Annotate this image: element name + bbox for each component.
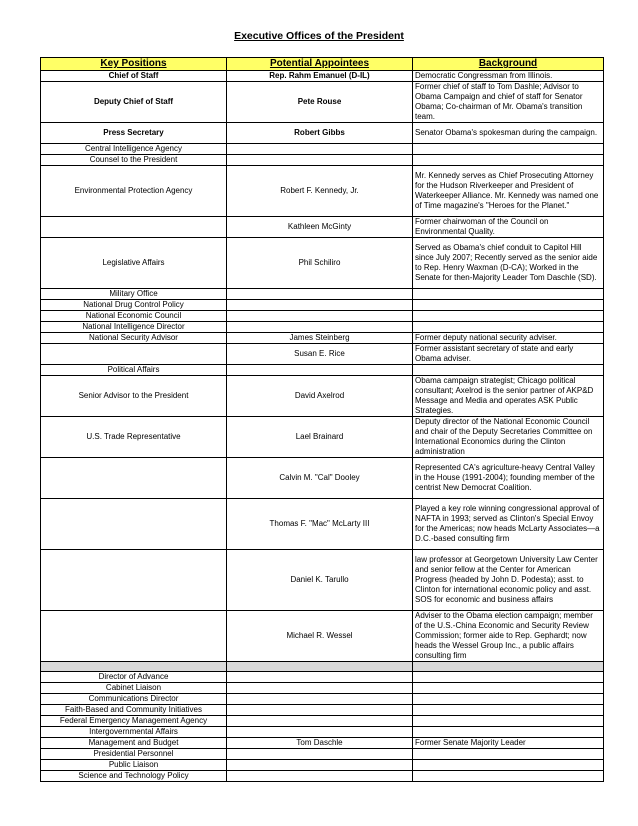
appointee-cell — [227, 694, 413, 705]
table-row — [41, 716, 604, 727]
appointee-cell: Michael R. Wessel — [227, 611, 413, 662]
position-cell: Press Secretary — [41, 123, 227, 144]
table-row — [41, 458, 604, 499]
background-cell: Represented CA's agriculture-heavy Central Valley in the House (1991-2004); founding member of the centrist New Democrat Coalition. — [413, 458, 604, 499]
table-row — [41, 365, 604, 376]
position-cell — [41, 344, 227, 365]
background-cell — [413, 155, 604, 166]
table-row — [41, 238, 604, 289]
table-row — [41, 662, 604, 672]
header-row — [41, 58, 604, 71]
appointee-cell: Susan E. Rice — [227, 344, 413, 365]
position-cell: Presidential Personnel — [41, 749, 227, 760]
appointee-cell: Tom Daschle — [227, 738, 413, 749]
background-cell: Former assistant secretary of state and early Obama adviser. — [413, 344, 604, 365]
appointee-cell: James Steinberg — [227, 333, 413, 344]
background-cell — [413, 672, 604, 683]
position-cell: Public Liaison — [41, 760, 227, 771]
background-cell: Served as Obama's chief conduit to Capitol Hill since July 2007; Recently served as the senior aide to Rep. Henry Waxman (D-CA); Worked in the Senate for then-Majority Leader Tom Daschle (SD). — [413, 238, 604, 289]
background-cell — [413, 144, 604, 155]
background-cell — [413, 322, 604, 333]
page-title: Executive Offices of the President — [234, 30, 404, 42]
background-cell: Played a key role winning congressional approval of NAFTA in 1993; served as Clinton's Special Envoy for the Americas; now heads McLarty Associates—a D.C.-based consulting firm — [413, 499, 604, 550]
background-cell: Adviser to the Obama election campaign; member of the U.S.-China Economic and Security Review Commission; former aide to Rep. Gephardt; now heads the Wessel Group Inc., a public affairs consulting firm — [413, 611, 604, 662]
appointee-cell: Kathleen McGinty — [227, 217, 413, 238]
position-cell — [41, 458, 227, 499]
position-cell: Chief of Staff — [41, 71, 227, 82]
table-row — [41, 611, 604, 662]
position-cell: Faith-Based and Community Initiatives — [41, 705, 227, 716]
appointee-cell: Calvin M. "Cal" Dooley — [227, 458, 413, 499]
position-cell: Environmental Protection Agency — [41, 166, 227, 217]
background-cell: Former chief of staff to Tom Dashle; Advisor to Obama Campaign and chief of staff for Senator Obama; Co-chairman of Mr. Obama's transition team. — [413, 82, 604, 123]
table-row — [41, 683, 604, 694]
position-cell: Science and Technology Policy — [41, 771, 227, 782]
appointee-cell: Robert Gibbs — [227, 123, 413, 144]
position-cell: Communications Director — [41, 694, 227, 705]
position-cell: Political Affairs — [41, 365, 227, 376]
appointee-cell — [227, 716, 413, 727]
header-potential-appointees: Potential Appointees — [227, 58, 413, 71]
appointee-cell: Robert F. Kennedy, Jr. — [227, 166, 413, 217]
position-cell: Senior Advisor to the President — [41, 376, 227, 417]
appointee-cell: Phil Schiliro — [227, 238, 413, 289]
background-cell — [413, 311, 604, 322]
table-row — [41, 417, 604, 458]
table-row — [41, 144, 604, 155]
appointee-cell: David Axelrod — [227, 376, 413, 417]
position-cell: Director of Advance — [41, 672, 227, 683]
position-cell: Management and Budget — [41, 738, 227, 749]
position-cell — [41, 662, 227, 672]
appointee-cell: Thomas F. "Mac" McLarty III — [227, 499, 413, 550]
appointee-cell: Pete Rouse — [227, 82, 413, 123]
table-row — [41, 289, 604, 300]
appointee-cell — [227, 760, 413, 771]
table-row — [41, 155, 604, 166]
table-row — [41, 333, 604, 344]
position-cell: Intergovernmental Affairs — [41, 727, 227, 738]
position-cell: Military Office — [41, 289, 227, 300]
background-cell: Deputy director of the National Economic Council and chair of the Deputy Secretaries Committee on International Economics during the Clinton administration — [413, 417, 604, 458]
table-row — [41, 376, 604, 417]
background-cell — [413, 716, 604, 727]
background-cell: Mr. Kennedy serves as Chief Prosecuting Attorney for the Hudson Riverkeeper and President of Waterkeeper Alliance. Mr. Kennedy was named one of Time magazine's "Heroes for the Planet." — [413, 166, 604, 217]
background-cell — [413, 300, 604, 311]
header-key-positions: Key Positions — [41, 58, 227, 71]
position-cell — [41, 217, 227, 238]
background-cell — [413, 705, 604, 716]
background-cell: Senator Obama's spokesman during the campaign. — [413, 123, 604, 144]
table-row — [41, 771, 604, 782]
position-cell — [41, 611, 227, 662]
appointee-cell — [227, 727, 413, 738]
background-cell — [413, 289, 604, 300]
background-cell — [413, 365, 604, 376]
table-row — [41, 82, 604, 123]
appointees-table — [40, 57, 604, 782]
position-cell: National Security Advisor — [41, 333, 227, 344]
table-row — [41, 123, 604, 144]
appointee-cell — [227, 672, 413, 683]
appointee-cell — [227, 322, 413, 333]
appointee-cell: Rep. Rahm Emanuel (D-IL) — [227, 71, 413, 82]
table-row — [41, 166, 604, 217]
background-cell: Former deputy national security adviser. — [413, 333, 604, 344]
position-cell — [41, 550, 227, 611]
table-row — [41, 71, 604, 82]
position-cell — [41, 499, 227, 550]
table-row — [41, 672, 604, 683]
table-row — [41, 749, 604, 760]
appointee-cell — [227, 365, 413, 376]
appointee-cell — [227, 311, 413, 322]
table-row — [41, 760, 604, 771]
appointee-cell: Lael Brainard — [227, 417, 413, 458]
table-row — [41, 738, 604, 749]
appointee-cell — [227, 144, 413, 155]
appointee-cell: Daniel K. Tarullo — [227, 550, 413, 611]
table-row — [41, 550, 604, 611]
position-cell: Central Intelligence Agency — [41, 144, 227, 155]
background-cell: law professor at Georgetown University Law Center and senior fellow at the Center for American Progress (headed by John D. Podesta); asst. to Clinton for international economic policy and asst. SOS for economic and business affairs — [413, 550, 604, 611]
background-cell — [413, 727, 604, 738]
table-row — [41, 727, 604, 738]
appointee-cell — [227, 705, 413, 716]
table-row — [41, 499, 604, 550]
background-cell — [413, 683, 604, 694]
position-cell: Counsel to the President — [41, 155, 227, 166]
appointee-cell — [227, 749, 413, 760]
table-row — [41, 217, 604, 238]
position-cell: National Intelligence Director — [41, 322, 227, 333]
table-body — [41, 71, 604, 782]
appointee-cell — [227, 289, 413, 300]
table-row — [41, 322, 604, 333]
background-cell: Democratic Congressman from Illinois. — [413, 71, 604, 82]
position-cell: Legislative Affairs — [41, 238, 227, 289]
background-cell — [413, 694, 604, 705]
position-cell: National Economic Council — [41, 311, 227, 322]
background-cell — [413, 771, 604, 782]
table-row — [41, 705, 604, 716]
appointee-cell — [227, 771, 413, 782]
appointee-cell — [227, 155, 413, 166]
appointee-cell — [227, 300, 413, 311]
position-cell: U.S. Trade Representative — [41, 417, 227, 458]
position-cell: Deputy Chief of Staff — [41, 82, 227, 123]
appointee-cell — [227, 683, 413, 694]
table-row — [41, 694, 604, 705]
table-row — [41, 344, 604, 365]
position-cell: Federal Emergency Management Agency — [41, 716, 227, 727]
position-cell: National Drug Control Policy — [41, 300, 227, 311]
background-cell — [413, 662, 604, 672]
background-cell — [413, 760, 604, 771]
background-cell: Former Senate Majority Leader — [413, 738, 604, 749]
background-cell: Obama campaign strategist; Chicago political consultant; Axelrod is the senior partner of AKP&D Message and Media and operates ASK Public Strategies. — [413, 376, 604, 417]
position-cell: Cabinet Liaison — [41, 683, 227, 694]
background-cell — [413, 749, 604, 760]
header-background: Background — [413, 58, 604, 71]
appointee-cell — [227, 662, 413, 672]
table-row — [41, 300, 604, 311]
background-cell: Former chairwoman of the Council on Environmental Quality. — [413, 217, 604, 238]
table-row — [41, 311, 604, 322]
